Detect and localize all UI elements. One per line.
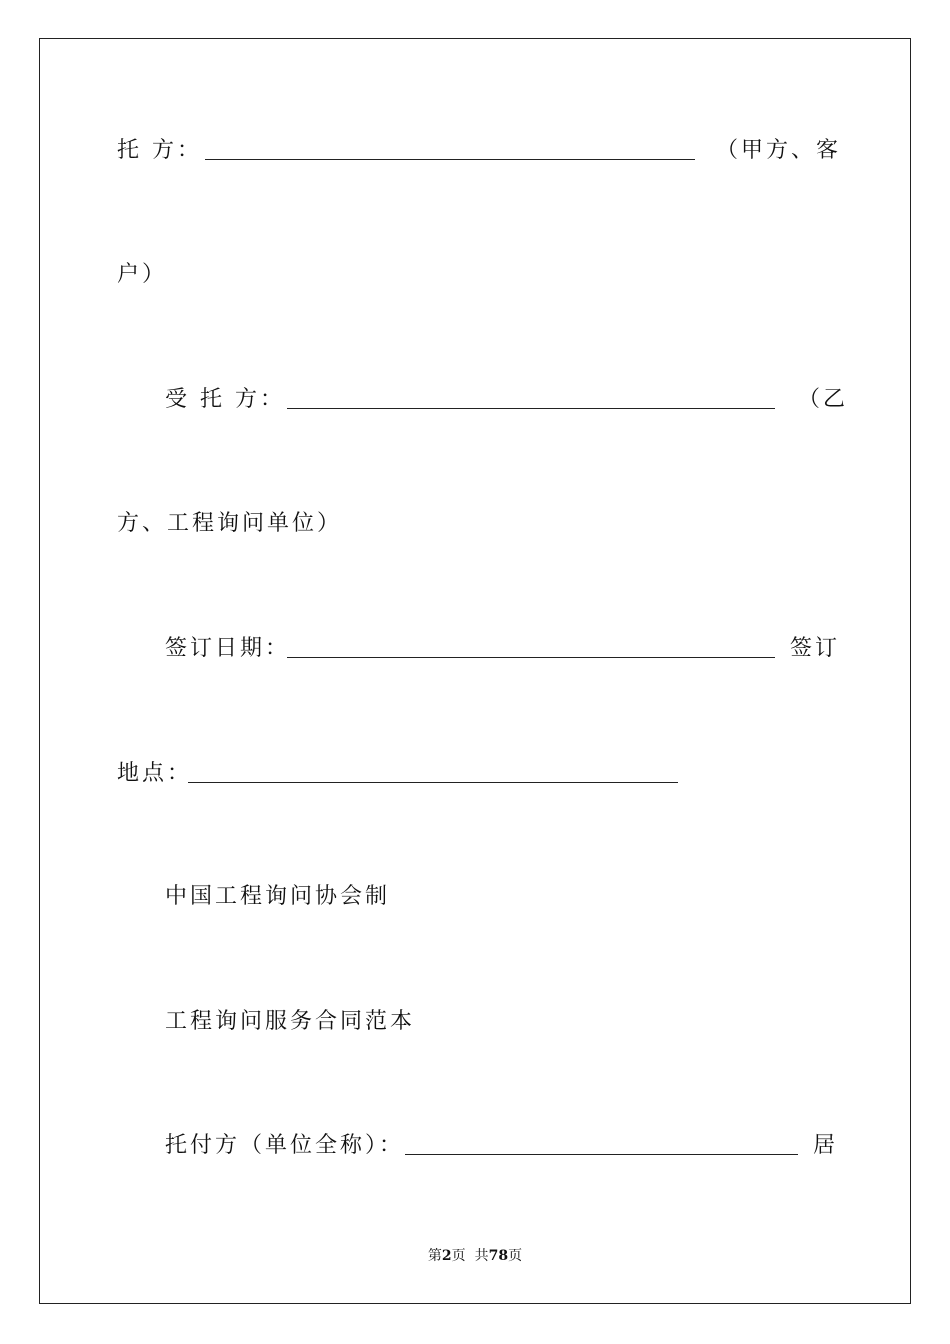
- client-note: （甲方、客: [716, 138, 842, 163]
- footer-page-number: 2: [441, 1248, 452, 1264]
- sign-date-label: 签订日期：: [165, 636, 291, 661]
- client-fullname-blank: [405, 1154, 798, 1155]
- footer-suffix: 页: [508, 1248, 523, 1264]
- footer-mid: 页 共: [451, 1248, 489, 1264]
- footer-prefix: 第: [427, 1248, 442, 1264]
- client-note-cont: 户）: [117, 262, 168, 287]
- address-label-start: 居: [813, 1133, 839, 1158]
- contractor-label: 受 托 方：: [165, 387, 285, 412]
- client-fullname-label: 托付方（单位全称）：: [165, 1133, 405, 1158]
- client-label: 托 方：: [117, 138, 202, 163]
- page-footer: [0, 1247, 950, 1265]
- sign-date-blank: [287, 657, 775, 658]
- page-border: [39, 38, 911, 1304]
- footer-total-pages: 78: [488, 1248, 509, 1264]
- document-title: 工程询问服务合同范本: [165, 1009, 416, 1034]
- client-blank: [205, 159, 695, 160]
- sign-place-blank: [188, 782, 678, 783]
- issuer-line: 中国工程询问协会制: [165, 884, 391, 909]
- sign-place-label: 地点：: [117, 761, 193, 786]
- sign-place-label-start: 签订: [790, 636, 841, 661]
- contractor-note-cont: 方、工程询问单位）: [117, 511, 343, 536]
- contractor-blank: [287, 408, 775, 409]
- contractor-note: （乙: [798, 387, 849, 412]
